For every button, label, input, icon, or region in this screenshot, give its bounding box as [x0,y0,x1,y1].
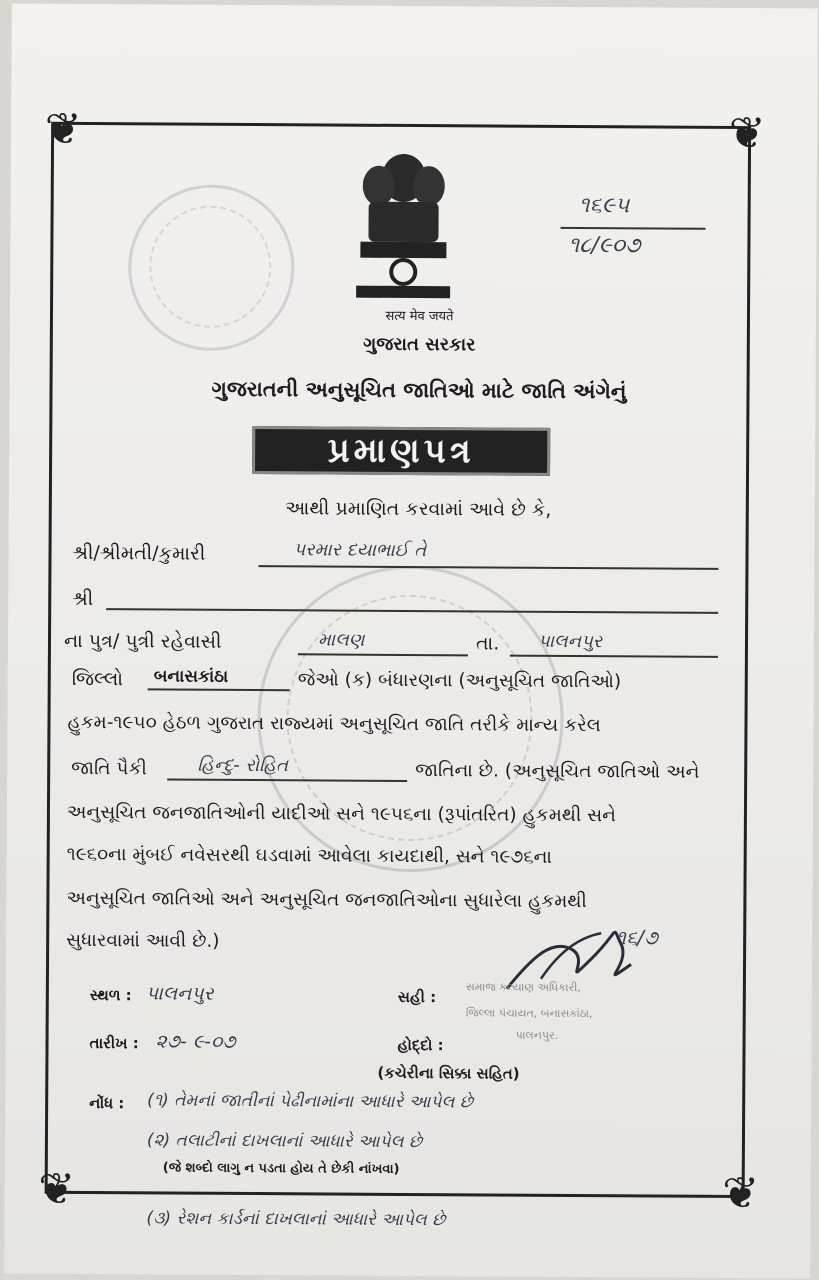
note-label: નોંધ : [89,1094,125,1113]
intro-text: આથી પ્રમાણિત કરવામાં આવે છે કે, [285,497,552,521]
body-line-1: હુકમ-૧૯૫૦ હેઠળ ગુજરાત રાજ્યમાં અનુસૂચિત જાતિ તરીકે માન્ય કરેલ [67,711,601,737]
taluka-value: પાલનપુર [537,630,603,653]
note-2: (૨) તલાટીનાં દાખલાનાં આધારે આપેલ છે [146,1130,423,1153]
body-line-5: સુધારવામાં આવી છે.) [66,929,220,952]
taluka-label: તા. [475,632,500,655]
certificate-title [252,426,550,476]
body-line-2: અનુસૂચિત જનજાતિઓની યાદીઓ સને ૧૯૫૬ના (રૂપાંતરિત) હુકમથી સને [66,801,616,827]
officer-line-1: સમાજ કલ્યાણ અધિકારી, [465,980,581,995]
body-line-3: ૧૯૬૦ના મુંબઈ નવેસરથી ઘડવામાં આવેલા કાયદાથી, સને ૧૯૭૬ના [66,843,553,868]
government-name: ગુજરાત સરકાર [363,333,476,356]
date-value: ૨૭- ૯-૦૭ [155,1030,236,1053]
corner-ornament-top-right: ❦ [728,107,766,160]
name-label: શ્રી/શ્રીમતી/કુમારી [72,541,206,565]
district-value: બનાસકાંઠા [153,666,229,687]
emblem-motto: सत्य मेव जयते [385,308,454,325]
village-value: માલણ [317,629,365,651]
note-1: (૧) તેમનાં જાતીનાં પેઢીનામાંના આધારે આપેલ છે [147,1090,473,1113]
reference-number [560,189,710,270]
body-line-4: અનુસૂચિત જાતિઓ અને અનુસૂચિત જનજાતિઓના સુધારેલા હુકમથી [66,887,587,913]
corner-ornament-top-left: ❦ [44,103,82,155]
place-value: પાલનપુર [145,982,214,1005]
caste-suffix: જાતિના છે. (અનુસૂચિત જાતિઓ અને [415,760,700,783]
certificate-paper [4,4,818,1279]
certificate-title-text: પ્રમાણપત્ર [327,430,475,472]
office-seal-note: (કચેરીના સિક્કા સહિત) [377,1063,520,1083]
caste-label: જાતિ પૈકી [71,757,147,780]
post-label: હોદ્દો : [397,1035,444,1055]
officer-line-2: જિલ્લા પંચાયત, બનાસકાંઠા, [465,1006,593,1021]
note-3: (૩) રેશન કાર્ડનાં દાખલાનાં આધારે આપેલ છે [146,1208,446,1231]
faded-stamp [128,184,295,351]
place-label: સ્થળ : [89,986,132,1005]
strike-instruction: (જે શબ્દો લાગુ ન પડતા હોય તે છેકી નાંખવા) [162,1160,400,1177]
reference-line-1: ૧૬૯૫ [578,193,630,219]
signature-label: સહી : [397,987,437,1007]
certificate-heading: ગુજરાતની અનુસૂચિત જાતિઓ માટે જાતિ અંગેનું [211,376,627,404]
national-emblem-icon [350,144,457,305]
shri-label: શ્રી [72,587,94,611]
date-label: તારીખ : [89,1034,139,1053]
officer-line-3: પાલનપુર. [515,1028,559,1042]
corner-ornament-bottom-left: ❦ [38,1163,76,1215]
signature-date: ૧૬/૭ [616,925,658,950]
district-label: જિલ્લો [71,667,124,691]
reference-line-2: ૧૮/૯૦૭ [568,232,641,259]
caste-value: હિન્દુ- રોહિત [197,754,289,777]
name-value: પરમાર દયાભાઈ તે [293,539,427,562]
son-daughter-label: ના પુત્ર/ પુત્રી રહેવાસી [63,629,222,653]
corner-ornament-bottom-right: ❦ [722,1167,760,1220]
constitution-clause: જેઓ (ક) બંધારણના (અનુસૂચિત જાતિઓ) [297,669,622,693]
